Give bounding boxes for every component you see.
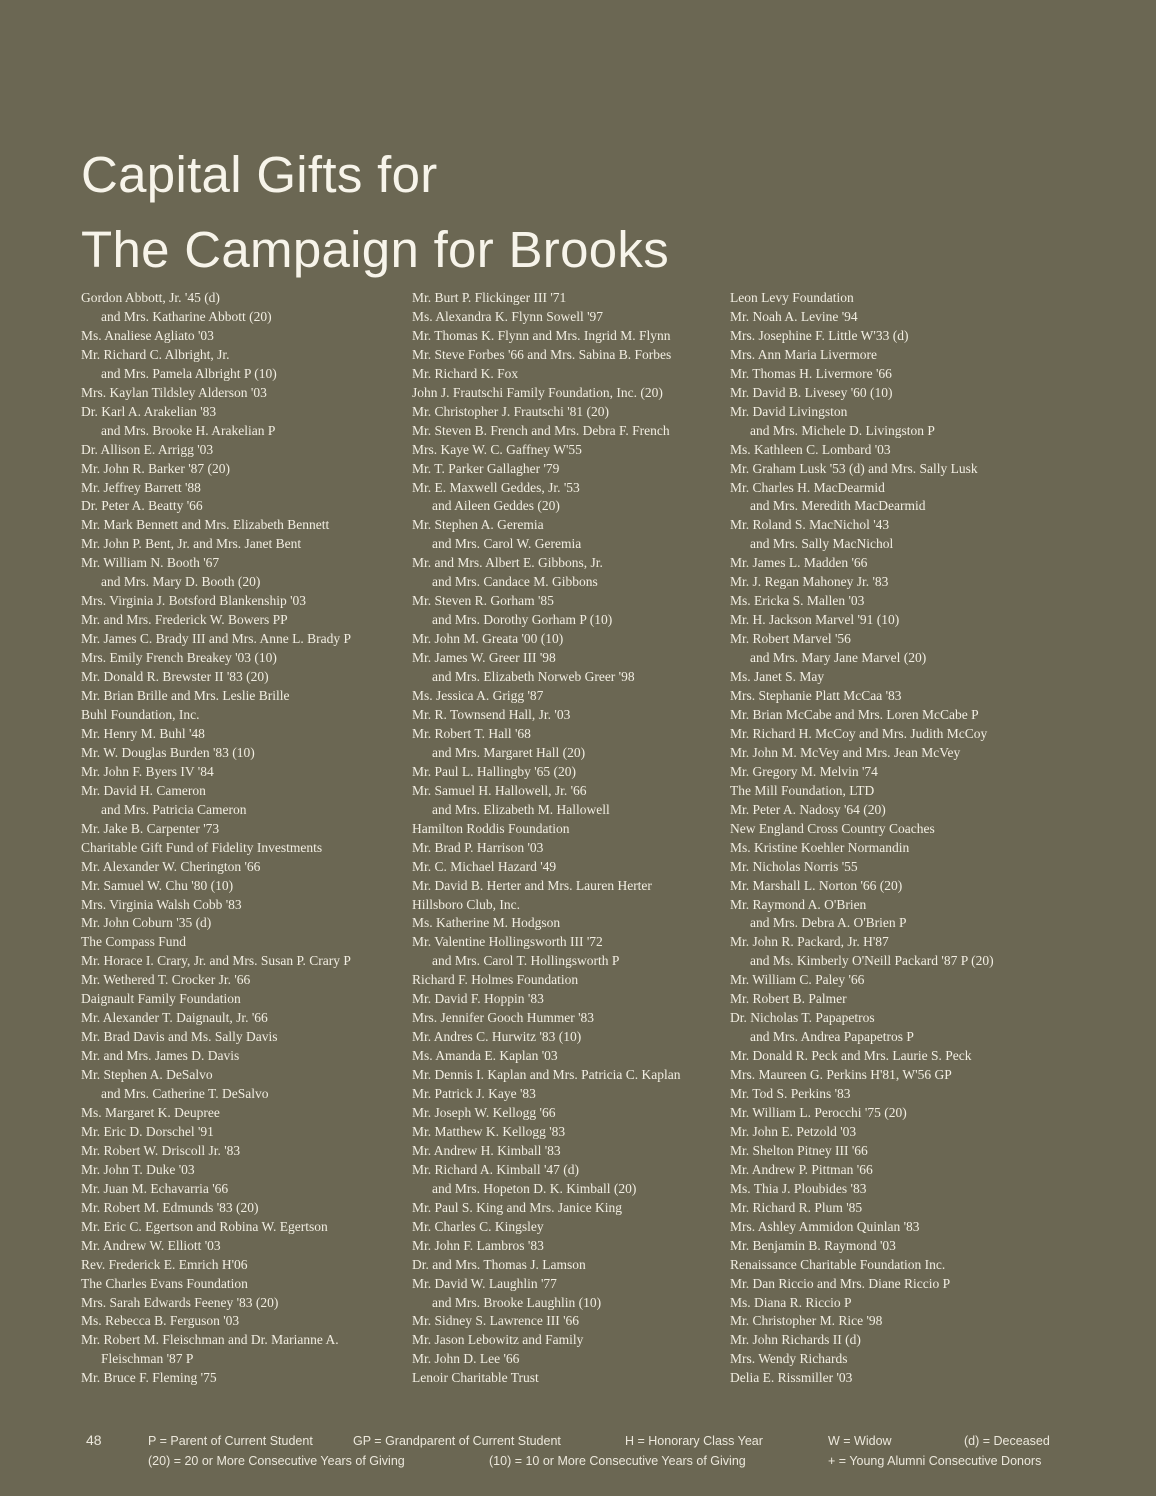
donor-name: Mr. Matthew K. Kellogg '83 — [412, 1123, 566, 1139]
donor-name: Mr. David F. Hoppin '83 — [412, 991, 544, 1007]
donor-name: Mr. Alexander W. Cherington '66 — [81, 858, 261, 874]
donor-name-continuation: and Mrs. Brooke Laughlin (10) — [432, 1294, 602, 1310]
donor-name: Mr. Andrew P. Pittman '66 — [730, 1161, 873, 1177]
donor-name: Buhl Foundation, Inc. — [81, 706, 200, 722]
donor-name-continuation: and Mrs. Andrea Papapetros P — [750, 1029, 914, 1045]
donor-name: Mr. Paul S. King and Mrs. Janice King — [412, 1199, 622, 1215]
donor-name: Delia E. Rissmiller '03 — [730, 1370, 853, 1386]
donor-name: Mr. James C. Brady III and Mrs. Anne L. Brady P — [81, 631, 351, 647]
donor-name: Mr. Nicholas Norris '55 — [730, 858, 858, 874]
donor-name: New England Cross Country Coaches — [730, 820, 935, 836]
donor-name: Mr. Patrick J. Kaye '83 — [412, 1086, 536, 1102]
donor-name: Mr. Steven R. Gorham '85 — [412, 593, 554, 609]
donor-name: The Charles Evans Foundation — [81, 1275, 248, 1291]
legend-grandparent: GP = Grandparent of Current Student — [353, 1434, 561, 1448]
donor-name: Mr. Horace I. Crary, Jr. and Mrs. Susan P. Crary P — [81, 953, 351, 969]
donor-name-continuation: and Mrs. Catherine T. DeSalvo — [101, 1086, 269, 1102]
donor-name: Mrs. Kaylan Tildsley Alderson '03 — [81, 384, 267, 400]
donor-name-continuation: and Mrs. Katharine Abbott (20) — [101, 308, 272, 324]
legend-20-years: (20) = 20 or More Consecutive Years of Giving — [148, 1454, 405, 1468]
donor-name: Mr. Dan Riccio and Mrs. Diane Riccio P — [730, 1275, 951, 1291]
donor-name: Mr. Brian McCabe and Mrs. Loren McCabe P — [730, 706, 979, 722]
donor-name: Mr. Charles C. Kingsley — [412, 1218, 544, 1234]
donor-name: Mr. Burt P. Flickinger III '71 — [412, 290, 567, 305]
donor-name: Mr. Andrew W. Elliott '03 — [81, 1237, 221, 1253]
donor-name: Mr. Peter A. Nadosy '64 (20) — [730, 801, 886, 817]
donor-name: Mr. Steve Forbes '66 and Mrs. Sabina B. Forbes — [412, 346, 672, 362]
donor-name-continuation: and Aileen Geddes (20) — [432, 498, 560, 514]
donor-name: Mr. R. Townsend Hall, Jr. '03 — [412, 706, 571, 722]
donor-name-continuation: and Mrs. Sally MacNichol — [750, 536, 894, 552]
donor-name: Mr. Graham Lusk '53 (d) and Mrs. Sally Lusk — [730, 460, 978, 476]
donor-name: Ms. Katherine M. Hodgson — [412, 915, 561, 931]
donor-name: Mr. Donald R. Peck and Mrs. Laurie S. Peck — [730, 1048, 972, 1064]
donor-name: Dr. Nicholas T. Papapetros — [730, 1010, 875, 1026]
donor-name: Mr. Alexander T. Daignault, Jr. '66 — [81, 1010, 268, 1026]
donor-name: Mr. James L. Madden '66 — [730, 555, 868, 571]
donor-name: Mr. John R. Packard, Jr. H'87 — [730, 934, 889, 950]
donor-name: Mr. Valentine Hollingsworth III '72 — [412, 934, 603, 950]
donor-name: Rev. Frederick E. Emrich H'06 — [81, 1256, 248, 1272]
donor-name-continuation: and Ms. Kimberly O'Neill Packard '87 P (20) — [750, 953, 994, 969]
donor-name: Mr. John E. Petzold '03 — [730, 1123, 857, 1139]
donor-name: Mr. Marshall L. Norton '66 (20) — [730, 877, 903, 893]
donor-name: The Mill Foundation, LTD — [730, 782, 875, 798]
donor-name: Dr. and Mrs. Thomas J. Lamson — [412, 1256, 586, 1272]
donor-name: Mrs. Ashley Ammidon Quinlan '83 — [730, 1218, 920, 1234]
donor-name: Renaissance Charitable Foundation Inc. — [730, 1256, 946, 1272]
donor-name: Mr. Robert M. Edmunds '83 (20) — [81, 1199, 259, 1215]
donor-name: Mr. Charles H. MacDearmid — [730, 479, 885, 495]
donor-column-3 — [730, 289, 994, 1388]
donor-name: Daignault Family Foundation — [81, 991, 241, 1007]
donor-name: Ms. Janet S. May — [730, 669, 825, 685]
donor-name: Mr. and Mrs. James D. Davis — [81, 1048, 240, 1064]
donor-name-continuation: and Mrs. Brooke H. Arakelian P — [101, 422, 276, 438]
donor-name: Dr. Karl A. Arakelian '83 — [81, 403, 217, 419]
donor-name: Mrs. Wendy Richards — [730, 1351, 848, 1367]
donor-name: Mr. and Mrs. Frederick W. Bowers PP — [81, 612, 288, 628]
donor-name: Mr. Paul L. Hallingby '65 (20) — [412, 763, 577, 779]
donor-name: Richard F. Holmes Foundation — [412, 972, 579, 988]
page-title — [81, 137, 669, 287]
donor-name: Mr. Richard R. Plum '85 — [730, 1199, 863, 1215]
donor-name: Mr. Jason Lebowitz and Family — [412, 1332, 584, 1348]
donor-name: Mr. David Livingston — [730, 403, 848, 419]
donor-name: Mr. Samuel H. Hallowell, Jr. '66 — [412, 782, 587, 798]
donor-name: Mr. Stephen A. DeSalvo — [81, 1067, 213, 1083]
legend-young-alumni: + = Young Alumni Consecutive Donors — [828, 1454, 1042, 1468]
donor-name: Mr. Bruce F. Fleming '75 — [81, 1370, 217, 1386]
donor-name: Mr. J. Regan Mahoney Jr. '83 — [730, 574, 889, 590]
donor-name-continuation: and Mrs. Pamela Albright P (10) — [101, 365, 277, 381]
donor-name: Mr. Wethered T. Crocker Jr. '66 — [81, 972, 251, 988]
donor-name: Ms. Jessica A. Grigg '87 — [412, 688, 544, 704]
donor-name: Mrs. Ann Maria Livermore — [730, 346, 877, 362]
legend-10-years: (10) = 10 or More Consecutive Years of Giving — [489, 1454, 746, 1468]
donor-name-continuation: and Mrs. Mary D. Booth (20) — [101, 574, 261, 590]
donor-name: Mr. Steven B. French and Mrs. Debra F. French — [412, 422, 670, 438]
donor-name: Ms. Ericka S. Mallen '03 — [730, 593, 865, 609]
page-number: 48 — [86, 1432, 102, 1448]
donor-name-continuation: and Mrs. Hopeton D. K. Kimball (20) — [432, 1180, 637, 1196]
donor-name: Mr. Christopher J. Frautschi '81 (20) — [412, 403, 610, 419]
donor-name: Mr. Benjamin B. Raymond '03 — [730, 1237, 896, 1253]
legend-honorary: H = Honorary Class Year — [625, 1434, 763, 1448]
donor-name: Mrs. Josephine F. Little W'33 (d) — [730, 327, 909, 343]
donor-name: Mr. Andrew H. Kimball '83 — [412, 1142, 561, 1158]
donor-name: Mr. Juan M. Echavarria '66 — [81, 1180, 229, 1196]
donor-name: John J. Frautschi Family Foundation, Inc. (20) — [412, 384, 663, 400]
donor-name: Mrs. Maureen G. Perkins H'81, W'56 GP — [730, 1067, 952, 1083]
donor-name: Ms. Diana R. Riccio P — [730, 1294, 852, 1310]
donor-name: Mr. John M. McVey and Mrs. Jean McVey — [730, 744, 961, 760]
donor-name: Mr. Thomas H. Livermore '66 — [730, 365, 892, 381]
donor-name: Mr. Henry M. Buhl '48 — [81, 725, 205, 741]
donor-name-continuation: and Mrs. Mary Jane Marvel (20) — [750, 650, 927, 666]
donor-name: Ms. Alexandra K. Flynn Sowell '97 — [412, 308, 604, 324]
donor-name: Mr. John M. Greata '00 (10) — [412, 631, 564, 647]
donor-name: Mr. H. Jackson Marvel '91 (10) — [730, 612, 900, 628]
donor-name: Mr. Dennis I. Kaplan and Mrs. Patricia C. Kaplan — [412, 1067, 681, 1083]
donor-name: Mr. Mark Bennett and Mrs. Elizabeth Bennett — [81, 517, 330, 533]
donor-name: Mr. Brian Brille and Mrs. Leslie Brille — [81, 688, 290, 704]
donor-name: Mrs. Virginia Walsh Cobb '83 — [81, 896, 242, 912]
donor-name: Mr. Christopher M. Rice '98 — [730, 1313, 883, 1329]
legend-widow: W = Widow — [828, 1434, 892, 1448]
donor-name: Mr. Robert Marvel '56 — [730, 631, 851, 647]
donor-name: Mr. Andres C. Hurwitz '83 (10) — [412, 1029, 582, 1045]
donor-name: Mr. Roland S. MacNichol '43 — [730, 517, 890, 533]
donor-name: Mr. David H. Cameron — [81, 782, 206, 798]
donor-name: Mr. Jeffrey Barrett '88 — [81, 479, 201, 495]
donor-name: Mr. Stephen A. Geremia — [412, 517, 544, 533]
donor-name: Mr. W. Douglas Burden '83 (10) — [81, 744, 255, 760]
donor-name: Mr. Gregory M. Melvin '74 — [730, 763, 878, 779]
donor-name: Mr. Robert T. Hall '68 — [412, 725, 531, 741]
donor-name-continuation: and Mrs. Patricia Cameron — [101, 801, 247, 817]
donor-name: Hamilton Roddis Foundation — [412, 820, 570, 836]
donor-name: Mr. Robert B. Palmer — [730, 991, 847, 1007]
donor-name-continuation: and Mrs. Carol T. Hollingsworth P — [432, 953, 620, 969]
donor-name: Mr. Donald R. Brewster II '83 (20) — [81, 669, 269, 685]
donor-name: Mr. David B. Herter and Mrs. Lauren Herter — [412, 877, 652, 893]
donor-name: Dr. Peter A. Beatty '66 — [81, 498, 203, 514]
donor-name: Ms. Amanda E. Kaplan '03 — [412, 1048, 558, 1064]
legend-deceased: (d) = Deceased — [964, 1434, 1050, 1448]
donor-name-continuation: and Mrs. Elizabeth M. Hallowell — [432, 801, 610, 817]
donor-name: Mr. Richard H. McCoy and Mrs. Judith McCoy — [730, 725, 988, 741]
donor-name: Mr. Tod S. Perkins '83 — [730, 1086, 851, 1102]
donor-column-1 — [81, 289, 351, 1388]
donor-name: Mr. John D. Lee '66 — [412, 1351, 520, 1367]
donor-name: Mr. Richard C. Albright, Jr. — [81, 346, 230, 362]
donor-name: Mr. John F. Byers IV '84 — [81, 763, 214, 779]
donor-name: Mr. Samuel W. Chu '80 (10) — [81, 877, 234, 893]
donor-name-continuation: and Mrs. Margaret Hall (20) — [432, 744, 586, 760]
donor-name: Mrs. Sarah Edwards Feeney '83 (20) — [81, 1294, 279, 1310]
donor-name-continuation: and Mrs. Carol W. Geremia — [432, 536, 582, 552]
donor-name: Mr. James W. Greer III '98 — [412, 650, 556, 666]
donor-name: Mr. David W. Laughlin '77 — [412, 1275, 557, 1291]
donor-name: Mr. Richard A. Kimball '47 (d) — [412, 1161, 580, 1177]
donor-name: Dr. Allison E. Arrigg '03 — [81, 441, 214, 457]
donor-name: Mrs. Emily French Breakey '03 (10) — [81, 650, 277, 666]
donor-column-2 — [412, 289, 680, 1388]
donor-name: Mrs. Virginia J. Botsford Blankenship '03 — [81, 593, 306, 609]
donor-name-continuation: and Mrs. Elizabeth Norweb Greer '98 — [432, 669, 635, 685]
donor-name-continuation: Fleischman '87 P — [101, 1351, 194, 1367]
donor-name: Mr. T. Parker Gallagher '79 — [412, 460, 560, 476]
title-line-2: The Campaign for Brooks — [81, 221, 669, 278]
donor-name: Mr. John P. Bent, Jr. and Mrs. Janet Bent — [81, 536, 302, 552]
donor-name-continuation: and Mrs. Dorothy Gorham P (10) — [432, 612, 613, 628]
donor-name: Mrs. Jennifer Gooch Hummer '83 — [412, 1010, 595, 1026]
donor-name: Mr. and Mrs. Albert E. Gibbons, Jr. — [412, 555, 603, 571]
donor-name: Mr. Joseph W. Kellogg '66 — [412, 1104, 556, 1120]
donor-name: Ms. Rebecca B. Ferguson '03 — [81, 1313, 240, 1329]
donor-name: Ms. Analiese Agliato '03 — [81, 327, 214, 343]
donor-name: Charitable Gift Fund of Fidelity Investments — [81, 839, 323, 855]
donor-name: Mr. William L. Perocchi '75 (20) — [730, 1104, 907, 1120]
donor-name: Mr. William C. Paley '66 — [730, 972, 865, 988]
donor-name: Mr. Thomas K. Flynn and Mrs. Ingrid M. Flynn — [412, 327, 671, 343]
donor-name: Mr. Eric C. Egertson and Robina W. Egertson — [81, 1218, 328, 1234]
donor-name: Ms. Kristine Koehler Normandin — [730, 839, 910, 855]
donor-name: Leon Levy Foundation — [730, 290, 854, 305]
title-line-1: Capital Gifts for — [81, 146, 438, 203]
donor-name: Ms. Margaret K. Deupree — [81, 1104, 220, 1120]
donor-name: Mr. John R. Barker '87 (20) — [81, 460, 231, 476]
donor-name: Mr. David B. Livesey '60 (10) — [730, 384, 893, 400]
donor-name: Mr. Brad P. Harrison '03 — [412, 839, 544, 855]
donor-name: Mr. Richard K. Fox — [412, 365, 519, 381]
donor-name: Mr. John Richards II (d) — [730, 1332, 861, 1348]
donor-name: Mr. Robert W. Driscoll Jr. '83 — [81, 1142, 241, 1158]
donor-name: Gordon Abbott, Jr. '45 (d) — [81, 290, 220, 305]
donor-name: Mr. Noah A. Levine '94 — [730, 308, 858, 324]
donor-name: The Compass Fund — [81, 934, 187, 950]
donor-name: Mr. Brad Davis and Ms. Sally Davis — [81, 1029, 278, 1045]
donor-name: Lenoir Charitable Trust — [412, 1370, 539, 1386]
donor-name: Mr. John T. Duke '03 — [81, 1161, 195, 1177]
donor-name: Mr. Shelton Pitney III '66 — [730, 1142, 868, 1158]
donor-name: Mr. E. Maxwell Geddes, Jr. '53 — [412, 479, 580, 495]
donor-name: Mr. John Coburn '35 (d) — [81, 915, 212, 931]
donor-name: Mr. Jake B. Carpenter '73 — [81, 820, 220, 836]
donor-name: Ms. Kathleen C. Lombard '03 — [730, 441, 891, 457]
donor-name: Mr. Sidney S. Lawrence III '66 — [412, 1313, 580, 1329]
donor-name-continuation: and Mrs. Candace M. Gibbons — [432, 574, 598, 590]
donor-name-continuation: and Mrs. Michele D. Livingston P — [750, 422, 935, 438]
donor-name-continuation: and Mrs. Meredith MacDearmid — [750, 498, 926, 514]
donor-name: Mr. John F. Lambros '83 — [412, 1237, 544, 1253]
donor-name: Hillsboro Club, Inc. — [412, 896, 520, 912]
donor-name-continuation: and Mrs. Debra A. O'Brien P — [750, 915, 907, 931]
donor-name: Mr. Eric D. Dorschel '91 — [81, 1123, 214, 1139]
donor-name: Ms. Thia J. Ploubides '83 — [730, 1180, 867, 1196]
donor-name: Mr. C. Michael Hazard '49 — [412, 858, 557, 874]
donor-name: Mr. Robert M. Fleischman and Dr. Marianne A. — [81, 1332, 339, 1348]
donor-name: Mrs. Stephanie Platt McCaa '83 — [730, 688, 902, 704]
legend-parent: P = Parent of Current Student — [148, 1434, 313, 1448]
donor-name: Mrs. Kaye W. C. Gaffney W'55 — [412, 441, 582, 457]
donor-name: Mr. William N. Booth '67 — [81, 555, 220, 571]
donor-name: Mr. Raymond A. O'Brien — [730, 896, 867, 912]
